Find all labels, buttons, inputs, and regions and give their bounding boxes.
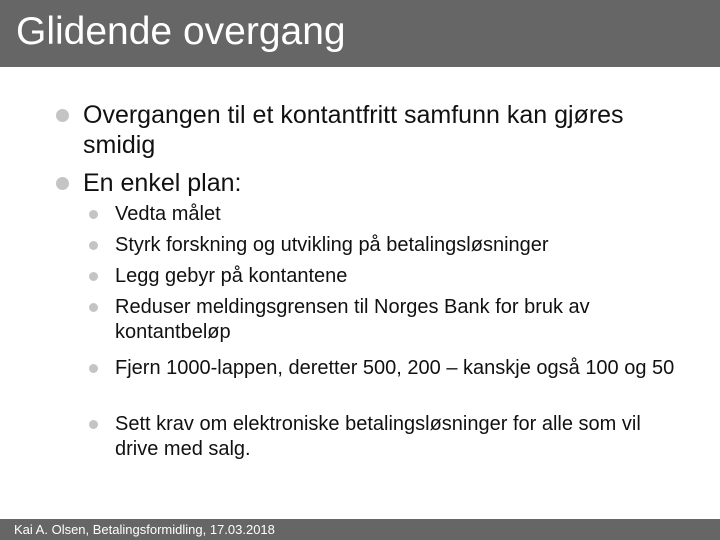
footer-bar [0, 519, 720, 540]
bullet-item: Overgangen til et kontantfritt samfunn kan gjøres smidig [83, 101, 624, 159]
sub-bullet-dot-icon [89, 210, 98, 219]
sub-bullet-dot-icon [89, 272, 98, 281]
sub-bullet-item: Legg gebyr på kontantene [115, 265, 348, 287]
sub-bullet-dot-icon [89, 420, 98, 429]
slide-title: Glidende overgang [16, 10, 346, 53]
sub-bullet-item: Reduser meldingsgrensen til Norges Bank for bruk av kontantbeløp [115, 296, 590, 343]
sub-bullet-dot-icon [89, 303, 98, 312]
sub-bullet-dot-icon [89, 364, 98, 373]
bullet-dot-icon [56, 109, 69, 122]
footer-text: Kai A. Olsen, Betalingsformidling, 17.03.2018 [14, 522, 275, 537]
sub-bullet-item: Sett krav om elektroniske betalingsløsninger for alle som vil drive med salg. [115, 413, 641, 460]
bullet-item: En enkel plan: [83, 169, 242, 197]
sub-bullet-item: Styrk forskning og utvikling på betalingsløsninger [115, 234, 549, 256]
sub-bullet-item: Vedta målet [115, 203, 221, 225]
bullet-dot-icon [56, 177, 69, 190]
sub-bullet-dot-icon [89, 241, 98, 250]
sub-bullet-item: Fjern 1000-lappen, deretter 500, 200 – kanskje også 100 og 50 [115, 357, 675, 379]
